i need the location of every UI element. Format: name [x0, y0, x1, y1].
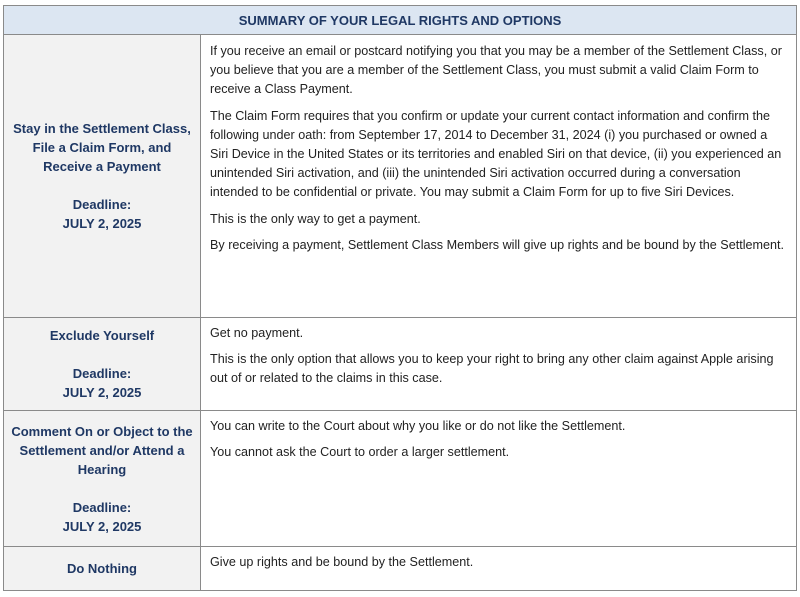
- table-row-do-nothing: [4, 547, 797, 591]
- option-description-cell: [201, 411, 797, 547]
- option-label-cell: [4, 35, 201, 318]
- description-paragraph: You can write to the Court about why you like or do not like the Settlement.: [210, 419, 626, 433]
- description-paragraph: This is the only way to get a payment.: [210, 211, 421, 226]
- option-label-cell: [4, 547, 201, 591]
- option-label: Exclude Yourself: [49, 328, 155, 343]
- table-row-exclude-yourself: [4, 318, 797, 411]
- option-label: Stay in the Settlement Class, File a Claim Form, and Receive a Payment: [13, 121, 191, 174]
- legal-rights-summary-table: [3, 5, 797, 591]
- deadline-label: Deadline:: [72, 499, 132, 515]
- deadline-label: Deadline:: [72, 197, 132, 212]
- option-label-cell: [4, 411, 201, 547]
- description-paragraph: Get no payment.: [210, 326, 304, 340]
- option-label-cell: [4, 318, 201, 411]
- deadline-date: JULY 2, 2025: [62, 385, 142, 400]
- deadline-date: JULY 2, 2025: [62, 216, 142, 231]
- description-paragraph: If you receive an email or postcard notifying you that you may be a member of the Settlement Class, or you believe that you are a member of the Settlement Class, you must submit a valid Claim Form to receive a Class Payment.: [210, 44, 782, 97]
- deadline-date: JULY 2, 2025: [62, 518, 142, 534]
- option-description-cell: [201, 35, 797, 318]
- deadline-block: [8, 364, 196, 402]
- deadline-block: [8, 498, 196, 536]
- description-paragraph: The Claim Form requires that you confirm or update your current contact information and confirm the following under oath: from September 17, 2014 to December 31, 2024 (i) you purchased or owned a Siri Device in the United States or its territories and enabled Siri on that device, (ii) you experienced an unintended Siri activation, and (iii) the unintended Siri activation occurred during a conversation intended to be confidential or private. You may submit a Claim Form for up to five Siri Devices.: [210, 108, 782, 200]
- description-paragraph: You cannot ask the Court to order a larger settlement.: [210, 445, 510, 460]
- table-title: SUMMARY OF YOUR LEGAL RIGHTS AND OPTIONS: [4, 6, 797, 35]
- description-paragraph: This is the only option that allows you to keep your right to bring any other claim against Apple arising out of or related to the claims in this case.: [210, 352, 774, 386]
- table-row-stay-in-class: [4, 35, 797, 318]
- option-description-cell: [201, 547, 797, 591]
- table-row-comment-or-object: [4, 411, 797, 547]
- option-description-cell: [201, 318, 797, 411]
- description-paragraph: By receiving a payment, Settlement Class Members will give up rights and be bound by the Settlement.: [210, 237, 785, 252]
- description-paragraph: Give up rights and be bound by the Settlement.: [210, 555, 474, 569]
- deadline-block: [8, 195, 196, 233]
- deadline-label: Deadline:: [72, 366, 132, 381]
- option-label: Do Nothing: [66, 561, 138, 576]
- table-header-row: [4, 6, 797, 35]
- option-label: Comment On or Object to the Settlement and/or Attend a Hearing: [11, 423, 193, 477]
